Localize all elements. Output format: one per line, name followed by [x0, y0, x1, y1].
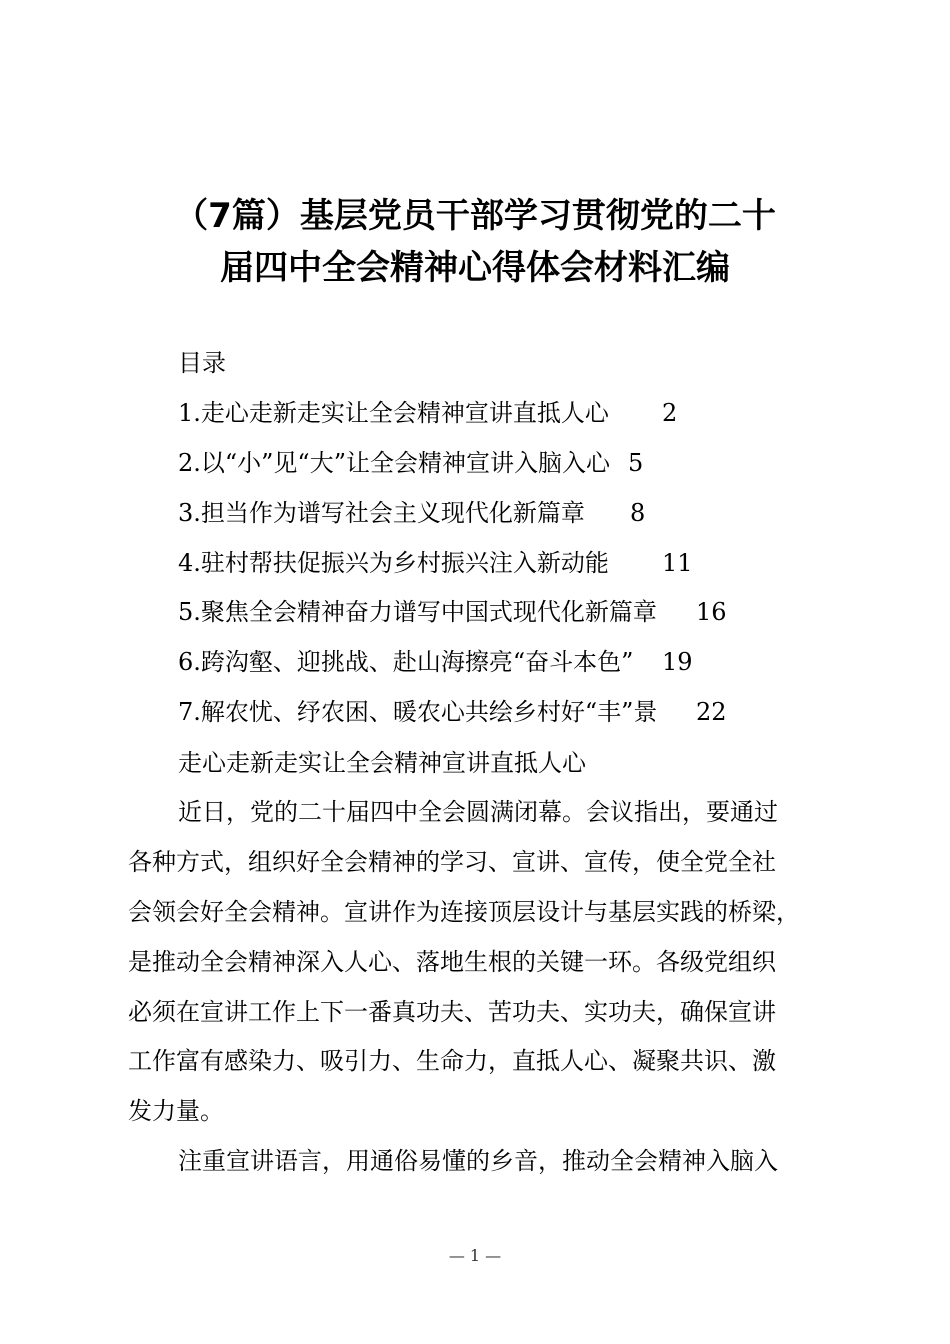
document-title-line-1: （7篇）基层党员干部学习贯彻党的二十: [174, 196, 776, 236]
toc-entry-text: 5.聚焦全会精神奋力谱写中国式现代化新篇章: [178, 598, 657, 626]
toc-label: 目录: [178, 349, 226, 377]
toc-entry-page: 5: [628, 449, 644, 477]
paragraph-line: 各种方式，组织好全会精神的学习、宣讲、宣传，使全党全社: [128, 848, 776, 876]
paragraph-line: 必须在宣讲工作上下一番真功夫、苦功夫、实功夫，确保宣讲: [128, 998, 776, 1026]
toc-entry-page: 11: [662, 549, 693, 577]
toc-entry-text: 3.担当作为谱写社会主义现代化新篇章: [178, 499, 585, 527]
toc-entry-text: 2.以“小”见“大”让全会精神宣讲入脑入心: [178, 449, 610, 477]
toc-entry-page: 8: [630, 499, 646, 527]
toc-entry: [178, 697, 727, 727]
toc-entry-text: 7.解农忧、纾农困、暖农心共绘乡村好“丰”景: [178, 698, 658, 726]
toc-entry: [178, 597, 727, 627]
paragraph-line: 工作富有感染力、吸引力、生命力，直抵人心、凝聚共识、激: [128, 1047, 776, 1075]
paragraph-line: 发力量。: [128, 1097, 224, 1125]
toc-entry: [178, 548, 693, 578]
toc-entry-page: 22: [696, 698, 727, 726]
toc-entry-text: 1.走心走新走实让全会精神宣讲直抵人心: [178, 399, 609, 427]
paragraph-line: 是推动全会精神深入人心、落地生根的关键一环。各级党组织: [128, 948, 776, 976]
page-number: — 1 —: [448, 1246, 502, 1265]
toc-entry: [178, 647, 693, 677]
toc-entry-page: 19: [662, 648, 693, 676]
section-heading: 走心走新走实让全会精神宣讲直抵人心: [178, 749, 586, 777]
paragraph-line: 会领会好全会精神。宣讲作为连接顶层设计与基层实践的桥梁，: [128, 898, 800, 926]
paragraph-line: 注重宣讲语言，用通俗易懂的乡音，推动全会精神入脑入: [178, 1147, 778, 1175]
toc-entry: [178, 448, 644, 478]
paragraph-line: 近日，党的二十届四中全会圆满闭幕。会议指出，要通过: [178, 798, 778, 826]
toc-entry: [178, 398, 678, 428]
toc-entry: [178, 498, 646, 528]
toc-entry-page: 16: [696, 598, 727, 626]
document-title-line-2: 届四中全会精神心得体会材料汇编: [220, 248, 730, 288]
toc-entry-page: 2: [662, 399, 678, 427]
toc-entry-text: 4.驻村帮扶促振兴为乡村振兴注入新动能: [178, 549, 609, 577]
toc-entry-text: 6.跨沟壑、迎挑战、赴山海擦亮“奋斗本色”: [178, 648, 634, 676]
